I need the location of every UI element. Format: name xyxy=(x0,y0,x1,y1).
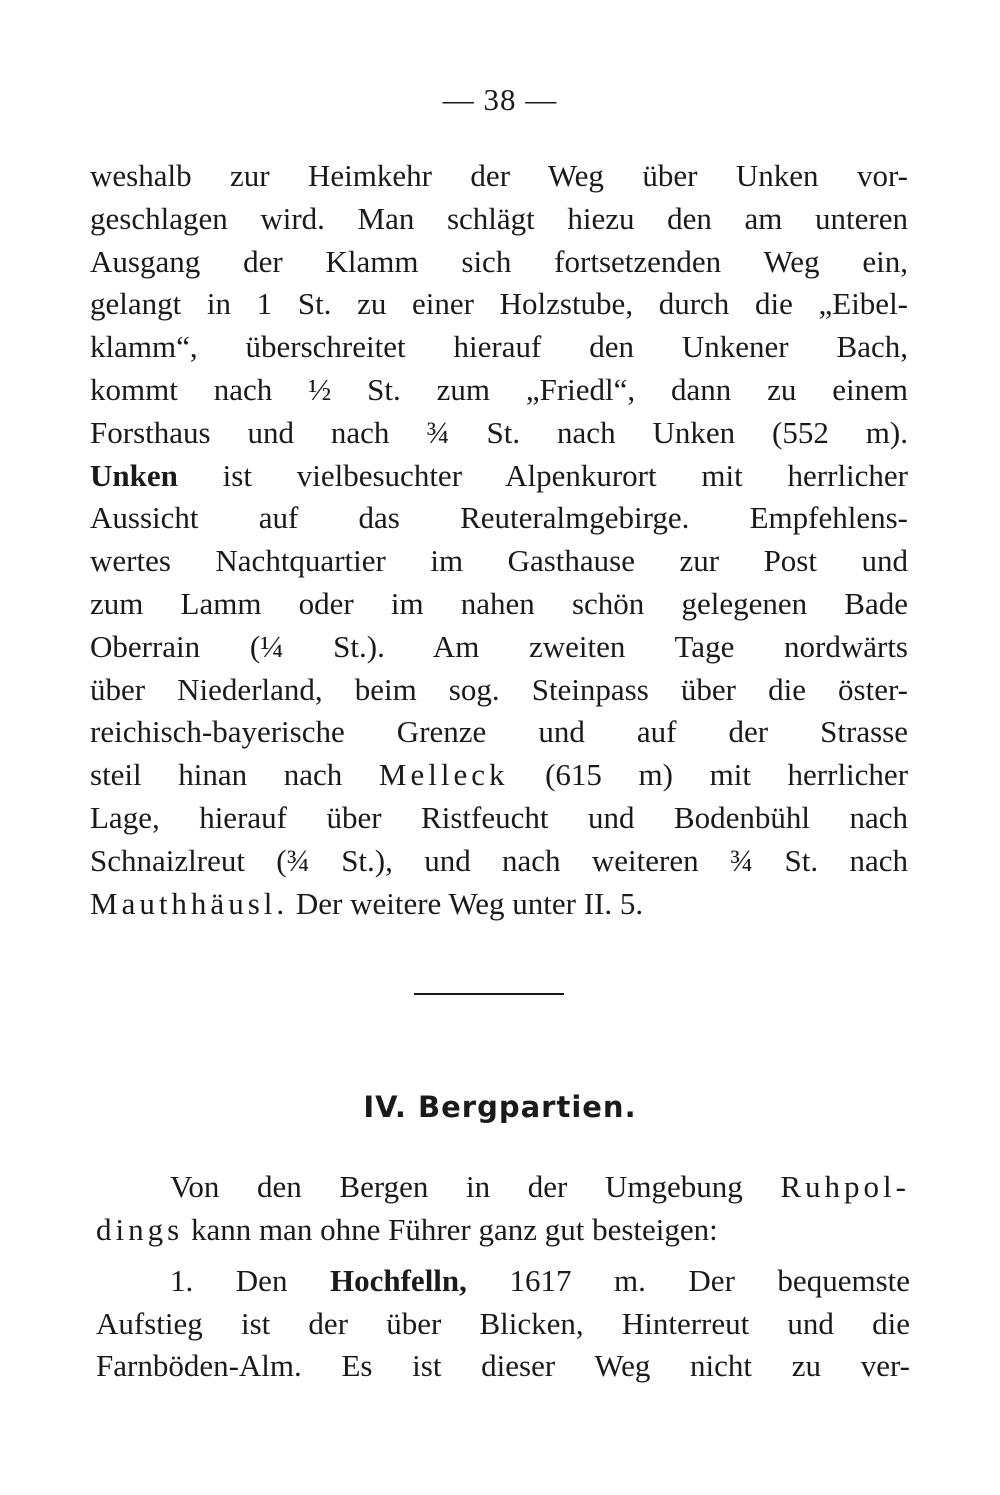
text-line xyxy=(96,1209,910,1252)
line-text: Der weitere Weg unter II. 5. xyxy=(295,885,644,921)
text-line: wertes Nachtquartier im Gasthause zur Post und xyxy=(90,543,908,579)
text-line: Forsthaus und nach ¾ St. nach Unken (552 m). xyxy=(90,414,908,450)
text-line: zum Lamm oder im nahen schön gelegenen Bade xyxy=(90,585,908,621)
main-paragraph xyxy=(90,155,908,925)
text-line xyxy=(90,754,908,797)
text-line xyxy=(90,455,908,498)
item-number: 1. Den xyxy=(170,1263,288,1298)
place-name-ruhpoldings: Ruhpol- xyxy=(780,1169,910,1204)
line-text: ist vielbesuchter Alpenkurort mit herrlicher xyxy=(222,457,909,493)
place-name-melleck: Melleck xyxy=(378,757,509,793)
text-line: Aufstieg ist der über Blicken, Hinterreut und die xyxy=(96,1305,910,1341)
text-line: Schnaizlreut (¾ St.), und nach weiteren ¾ St. nach xyxy=(90,842,908,878)
line-text: steil hinan nach xyxy=(90,757,343,793)
text-line: weshalb zur Heimkehr der Weg über Unken vor- xyxy=(90,158,908,193)
line-text: (615 m) mit herrlicher xyxy=(545,757,909,793)
text-line: reichisch-bayerische Grenze und auf der Strasse xyxy=(90,714,908,750)
text-line: gelangt in 1 St. zu einer Holzstube, durch die „Eibel- xyxy=(90,286,908,322)
text-line: kommt nach ½ St. zum „Friedl“, dann zu einem xyxy=(90,371,908,407)
text-line: Ausgang der Klamm sich fortsetzenden Weg ein, xyxy=(90,243,908,279)
line-text: 1617 m. Der bequemste xyxy=(509,1263,911,1298)
text-line: Aussicht auf das Reuteralmgebirge. Empfehlens- xyxy=(90,500,908,536)
place-name-mauthhaeusl: Mauthhäusl. xyxy=(90,885,289,921)
place-name-unken: Unken xyxy=(90,457,178,493)
text-line: geschlagen wird. Man schlägt hiezu den am unteren xyxy=(90,200,908,236)
section-body xyxy=(96,1166,910,1388)
mountain-name-hochfelln: Hochfelln, xyxy=(330,1263,467,1298)
line-text: kann man ohne Führer ganz gut besteigen: xyxy=(190,1211,718,1247)
text-line: Lage, hierauf über Ristfeucht und Bodenbühl nach xyxy=(90,799,908,835)
text-line: Farnböden-Alm. Es ist dieser Weg nicht zu ver- xyxy=(96,1348,910,1383)
place-name-ruhpoldings-cont: dings xyxy=(96,1211,184,1247)
section-heading: IV. Bergpartien. xyxy=(363,1090,637,1124)
section-divider xyxy=(414,993,564,995)
text-line: über Niederland, beim sog. Steinpass über die öster- xyxy=(90,671,908,707)
page-number: — 38 — xyxy=(442,82,558,117)
text-line: klamm“, überschreitet hierauf den Unkener Bach, xyxy=(90,329,908,365)
text-line: Oberrain (¼ St.). Am zweiten Tage nordwärts xyxy=(90,628,908,664)
text-line xyxy=(96,1260,910,1303)
line-text: Von den Bergen in der Umgebung xyxy=(170,1169,743,1204)
text-line xyxy=(90,883,908,926)
text-line xyxy=(96,1166,910,1209)
